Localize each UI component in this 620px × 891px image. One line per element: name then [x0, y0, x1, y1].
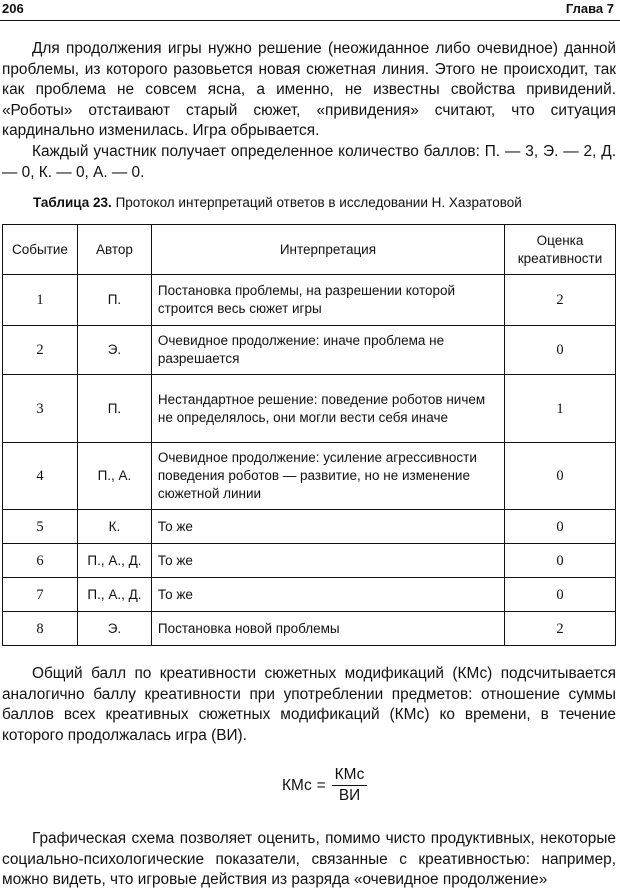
- cell-interpretation: То же: [151, 578, 504, 612]
- chapter-title: Глава 7: [565, 1, 614, 16]
- formula-denominator: ВИ: [338, 787, 361, 804]
- table-row: [3, 275, 616, 326]
- cell-score: 2: [505, 275, 616, 326]
- header-author: Автор: [77, 225, 151, 275]
- paragraph-game-continuation: Для продолжения игры нужно решение (неожиданное либо очевидное) данной проблемы, из которого разовьется новая сюжетная линия. Этого не происходит, так как проблема не совсем ясна, а именно, не известны свойства привидений. «Роботы» отстаивают старый сюжет, «привидения» считают, что ситуация кардинально изменилась. Игра обрывается.: [2, 40, 616, 140]
- cell-interpretation: Постановка проблемы, на разрешении которой строится весь сюжет игры: [151, 275, 504, 326]
- cell-event: 8: [3, 612, 78, 646]
- table-row: [3, 443, 616, 510]
- paragraph-graphic-scheme: Графическая схема позволяет оценить, помимо чисто продуктивных, некоторые социально-психологические показатели, связанные с креативностью: например, можно видеть, что игровые действия из разряда «очевидное продолжение»: [2, 830, 616, 889]
- paragraph-kms-definition: Общий балл по креативности сюжетных модификаций (КМс) подсчитывается аналогично баллу креативности при употреблении предметов: отношение суммы баллов всех креативных сюжетных модификаций (КМс) ко времени, в течение которого продолжалась игра (ВИ).: [2, 665, 616, 744]
- cell-author: Э.: [77, 612, 151, 646]
- cell-event: 3: [3, 375, 78, 443]
- cell-author: П.: [77, 375, 151, 443]
- cell-author: П., А., Д.: [77, 578, 151, 612]
- cell-event: 5: [3, 510, 78, 544]
- cell-score: 0: [505, 544, 616, 578]
- table-header-row: [3, 225, 616, 275]
- header-event: Событие: [3, 225, 78, 275]
- cell-score: 0: [505, 510, 616, 544]
- cell-interpretation: Очевидное продолжение: иначе проблема не разрешается: [151, 326, 504, 375]
- formula-numerator: КМс: [332, 765, 368, 786]
- table-caption: [33, 195, 522, 210]
- cell-author: П., А.: [77, 443, 151, 510]
- cell-event: 1: [3, 275, 78, 326]
- table-row: [3, 544, 616, 578]
- cell-event: 2: [3, 326, 78, 375]
- cell-score: 0: [505, 578, 616, 612]
- kms-formula: [282, 765, 367, 806]
- cell-interpretation: Нестандартное решение: поведение роботов ничем не определялось, они могли вести себя иначе: [151, 375, 504, 443]
- cell-interpretation: То же: [151, 544, 504, 578]
- cell-interpretation: Постановка новой проблемы: [151, 612, 504, 646]
- table-row: [3, 578, 616, 612]
- cell-author: П.: [77, 275, 151, 326]
- cell-event: 7: [3, 578, 78, 612]
- formula-fraction: [332, 765, 368, 806]
- cell-score: 0: [505, 443, 616, 510]
- cell-author: К.: [77, 510, 151, 544]
- cell-score: 1: [505, 375, 616, 443]
- table-row: [3, 375, 616, 443]
- cell-score: 0: [505, 326, 616, 375]
- cell-interpretation: То же: [151, 510, 504, 544]
- cell-score: 2: [505, 612, 616, 646]
- formula-equals: =: [316, 776, 326, 794]
- cell-author: Э.: [77, 326, 151, 375]
- interpretation-protocol-table: [2, 224, 616, 646]
- cell-event: 6: [3, 544, 78, 578]
- cell-interpretation: Очевидное продолжение: усиление агрессивности поведения роботов — развитие, но не изменение сюжетной линии: [151, 443, 504, 510]
- formula-lhs: КМс: [282, 776, 312, 794]
- table-row: [3, 326, 616, 375]
- header-interpretation: Интерпретация: [151, 225, 504, 275]
- table-row: [3, 612, 616, 646]
- paragraph-scores: Каждый участник получает определенное количество баллов: П. — 3, Э. — 2, Д. — 0, К. — 0, А. — 0.: [2, 143, 616, 181]
- cell-author: П., А., Д.: [77, 544, 151, 578]
- header-score: Оценка креативности: [505, 225, 616, 275]
- page-header: [0, 0, 620, 21]
- cell-event: 4: [3, 443, 78, 510]
- page-number: 206: [2, 1, 24, 16]
- table-caption-text: Протокол интерпретаций ответов в исследовании Н. Хазратовой: [115, 195, 522, 210]
- table-row: [3, 510, 616, 544]
- table-caption-label: Таблица 23.: [33, 195, 112, 210]
